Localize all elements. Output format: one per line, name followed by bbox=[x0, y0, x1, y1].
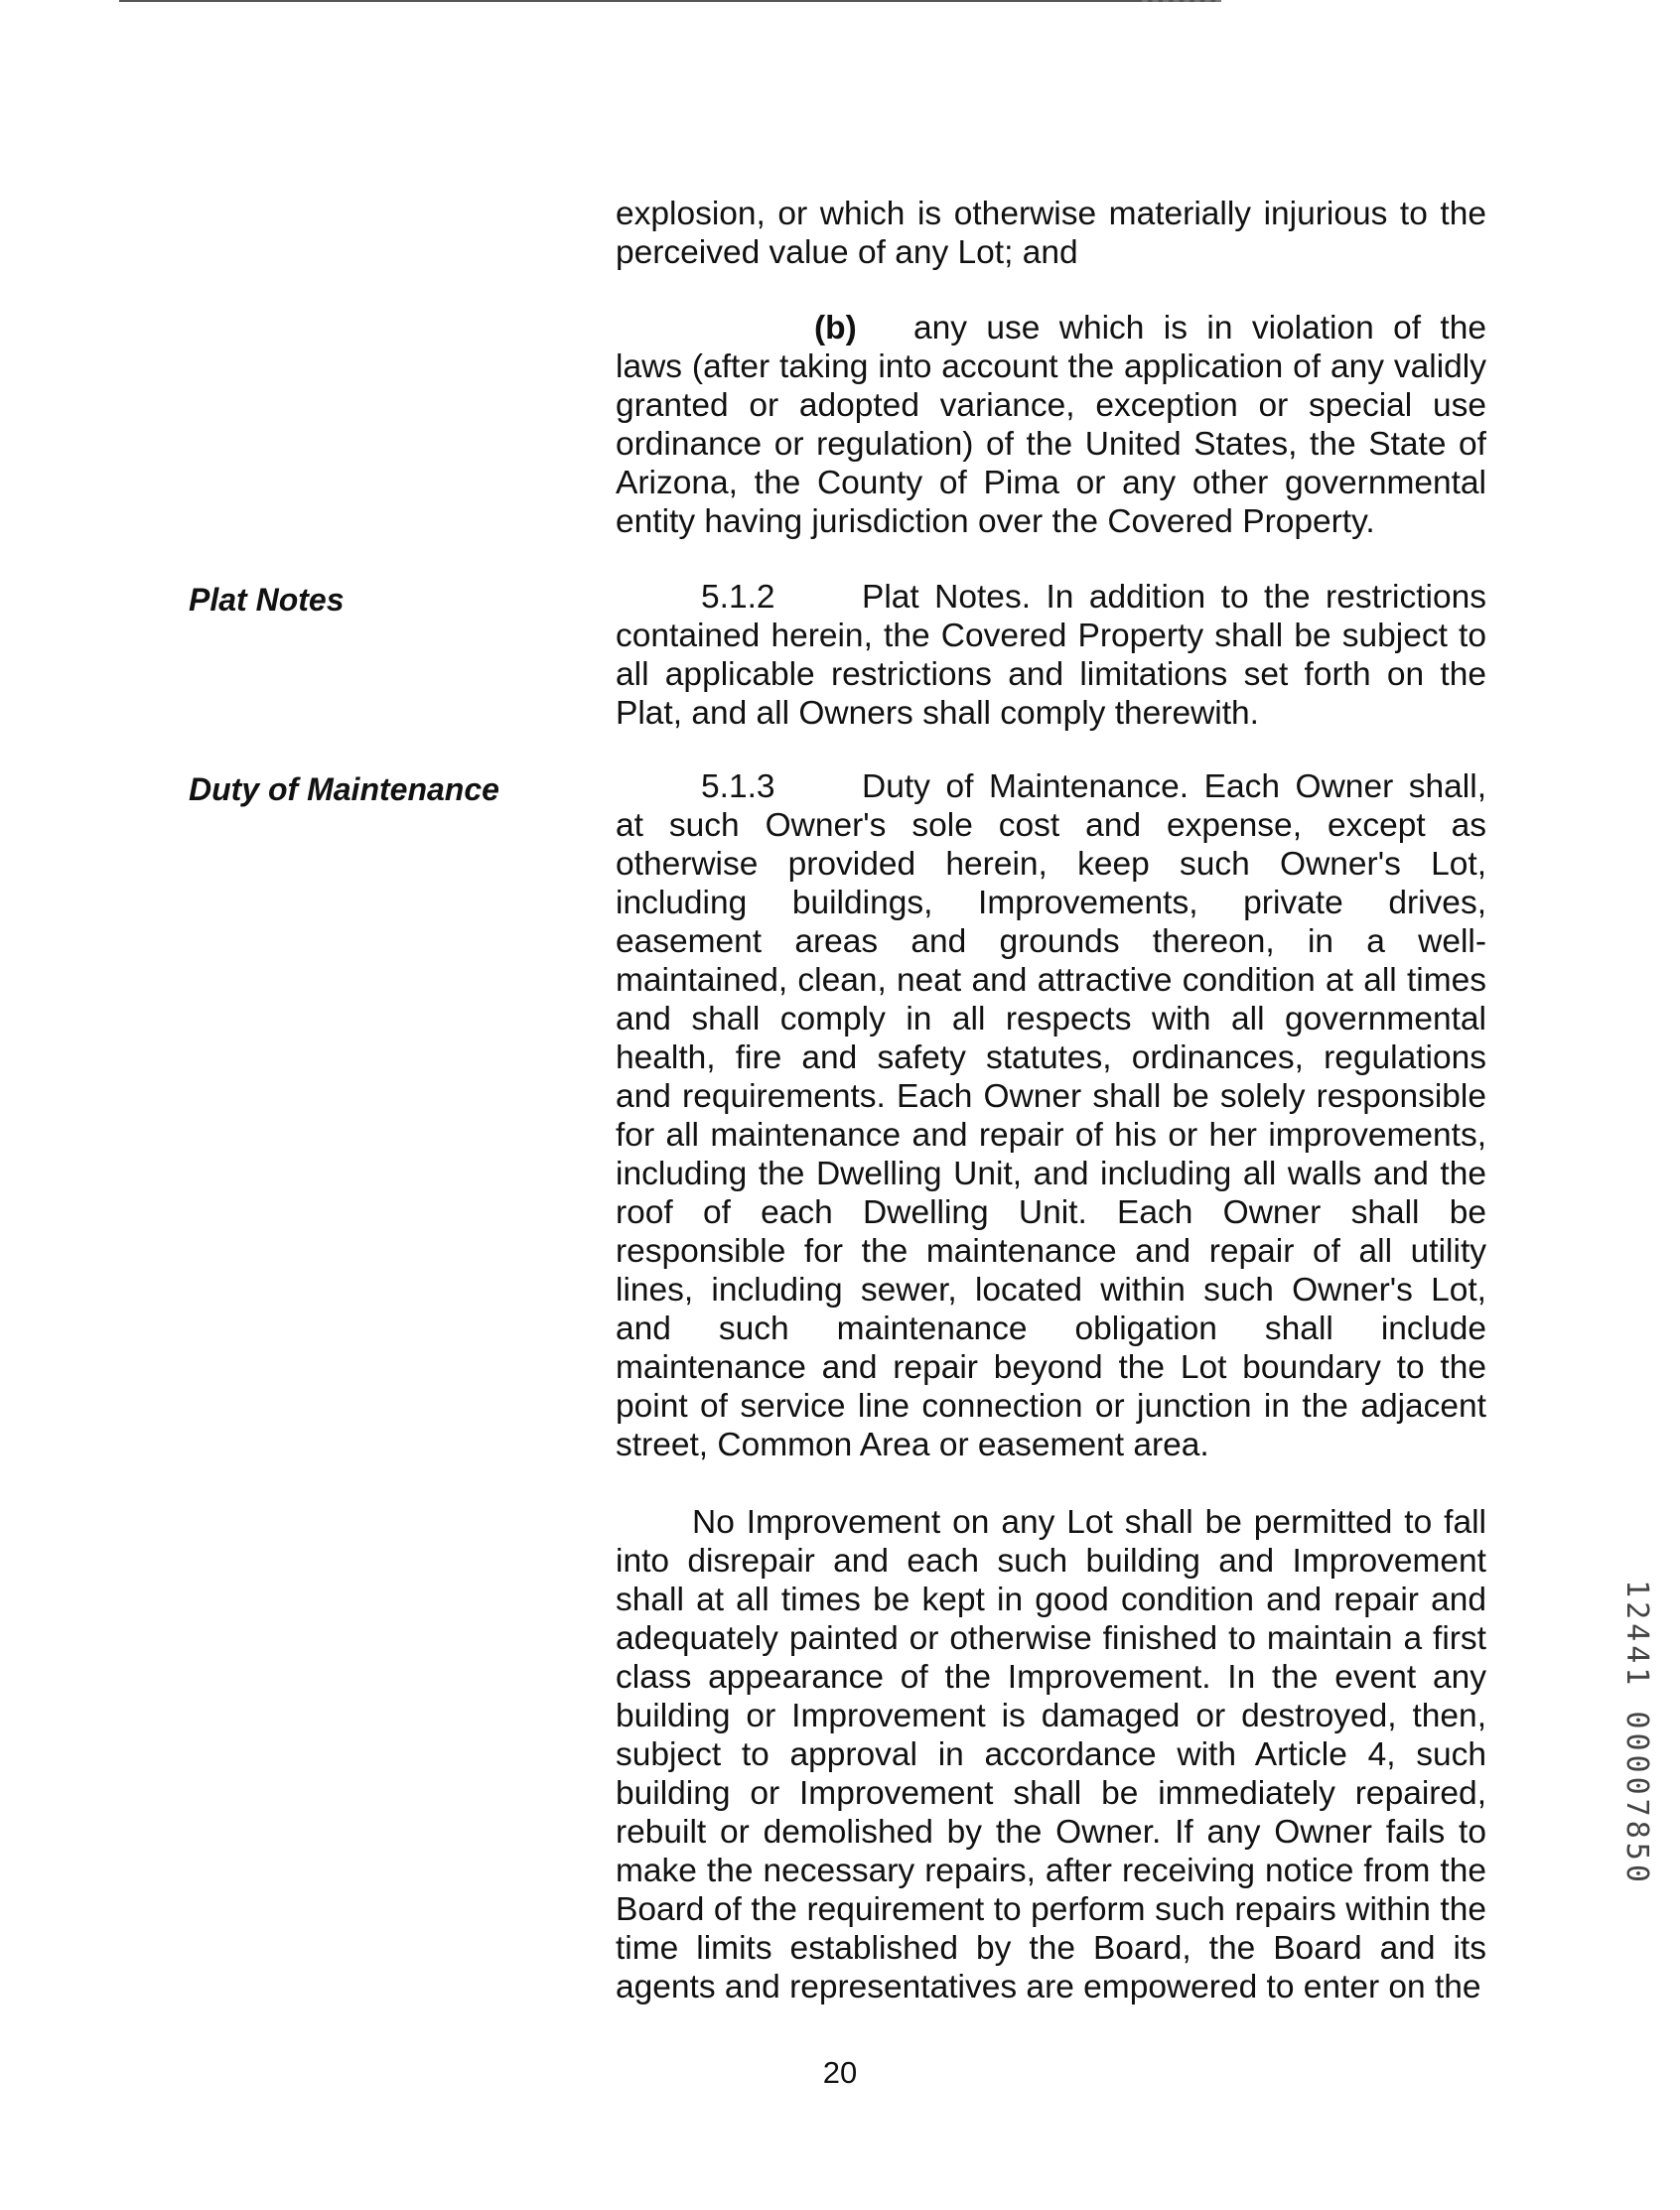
continued-paragraph-text: explosion, or which is otherwise materially injurious to the perceived value of any Lot; and bbox=[616, 196, 1486, 271]
subparagraph-b-paragraph bbox=[616, 309, 1486, 541]
section-5-1-2-paragraph bbox=[616, 578, 1486, 733]
subparagraph-b bbox=[616, 309, 1486, 541]
continued-paragraph bbox=[616, 195, 1486, 272]
section-text: Plat Notes. In addition to the restrictions contained herein, the Covered Property shall be subject to all applicable restrictions and limitations set forth on the Plat, and all Owners shall comply therewith. bbox=[616, 579, 1486, 732]
docket-stamp-text: 12441 00007850 bbox=[1618, 1579, 1654, 1886]
section-text: Duty of Maintenance. Each Owner shall, at such Owner's sole cost and expense, except as otherwise provided herein, keep such Owner's Lot, including buildings, Improvements, private drives, easement areas and grounds thereon, in a well-maintained, clean, neat and attractive condition at all times and shall comply in all respects with all governmental health, fire and safety statutes, ordinances, regulations and requirements. Each Owner shall be solely responsible for all maintenance and repair of his or her improvements, including the Dwelling Unit, and including all walls and the roof of each Dwelling Unit. Each Owner shall be responsible for the maintenance and repair of all utility lines, including sewer, located within such Owner's Lot, and such maintenance obligation shall include maintenance and repair beyond the Lot boundary to the point of service line connection or junction in the adjacent street, Common Area or easement area. bbox=[616, 768, 1486, 1463]
repair-paragraph bbox=[616, 1503, 1486, 2006]
section-5-1-3-paragraph bbox=[616, 767, 1486, 1464]
docket-stamp bbox=[1606, 1579, 1667, 1886]
section-number: 5.1.2 bbox=[701, 579, 775, 616]
page-number: 20 bbox=[822, 2055, 858, 2090]
scan-top-edge-dash bbox=[1142, 0, 1221, 2]
margin-heading-plat-notes: Plat Notes bbox=[189, 582, 345, 618]
repair-paragraph-text: No Improvement on any Lot shall be permitted to fall into disrepair and each such building and Improvement shall at all times be kept in good condition and repair and adequately painted or otherwise finished to maintain a first class appearance of the Improvement. In the event any building or Improvement is damaged or destroyed, then, subject to approval in accordance with Article 4, such building or Improvement shall be immediately repaired, rebuilt or demolished by the Owner. If any Owner fails to make the necessary repairs, after receiving notice from the Board of the requirement to perform such repairs within the time limits established by the Board, the Board and its agents and representatives are empowered to enter on the bbox=[616, 1504, 1486, 2005]
scan-top-edge-line bbox=[119, 0, 1221, 2]
section-number: 5.1.3 bbox=[701, 768, 775, 805]
section-5-1-2 bbox=[616, 578, 1486, 733]
section-5-1-3 bbox=[616, 767, 1486, 1464]
subparagraph-b-label: (b) bbox=[814, 310, 857, 346]
margin-heading-duty-of-maintenance: Duty of Maintenance bbox=[189, 771, 499, 807]
subparagraph-b-text: any use which is in violation of the laws (after taking into account the application of any validly granted or adopted variance, exception or special use ordinance or regulation) of the United States, the State of Arizona, the County of Pima or any other governmental entity having jurisdiction over the Covered Property. bbox=[616, 310, 1486, 540]
